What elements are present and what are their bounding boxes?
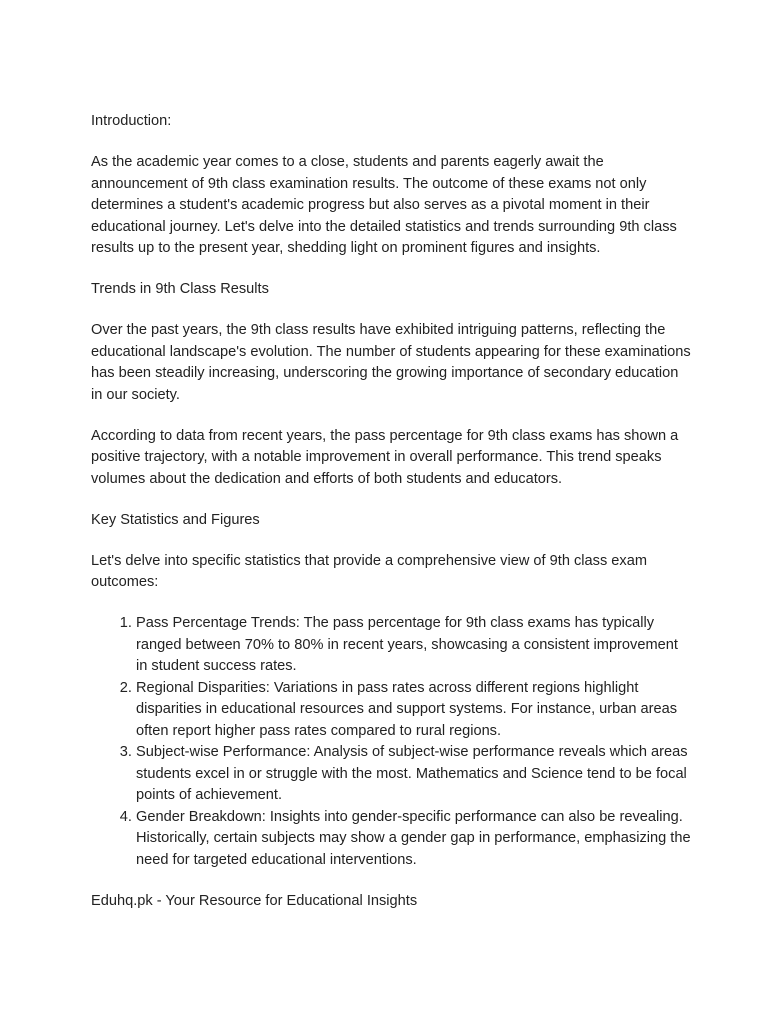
list-item: 2. Regional Disparities: Variations in pass rates across different regions highlight disparities in educational resources and support systems. For instance, urban areas often report higher pass rates compared to rural regions. <box>136 678 691 743</box>
stats-list <box>91 613 691 871</box>
stats-intro: Let's delve into specific statistics that provide a comprehensive view of 9th class exam outcomes: <box>91 552 647 590</box>
list-item: 1. Pass Percentage Trends: The pass percentage for 9th class exams has typically ranged between 70% to 80% in recent years, showcasing a consistent improvement in student success rates. <box>136 613 691 678</box>
trends-heading: Trends in 9th Class Results <box>91 281 269 297</box>
list-item: 3. Subject-wise Performance: Analysis of subject-wise performance reveals which areas students excel in or struggle with the most. Mathematics and Science tend to be focal points of achievement. <box>136 742 691 807</box>
trends-paragraph-1: Over the past years, the 9th class results have exhibited intriguing patterns, reflecting the educational landscape's evolution. The number of students appearing for these examinations has been steadily increasing, underscoring the growing importance of secondary education in our society. <box>91 322 691 403</box>
stats-heading: Key Statistics and Figures <box>91 511 260 528</box>
document-page <box>91 111 691 932</box>
intro-heading: Introduction: <box>91 113 172 129</box>
footer-line: Eduhq.pk - Your Resource for Educational Insights <box>91 892 418 909</box>
list-item: 4. Gender Breakdown: Insights into gender-specific performance can also be revealing. Historically, certain subjects may show a gender gap in performance, emphasizing the need for targeted educational interventions. <box>136 807 691 872</box>
trends-paragraph-2: According to data from recent years, the pass percentage for 9th class exams has shown a positive trajectory, with a notable improvement in overall performance. This trend speaks volumes about the dedication and efforts of both students and educators. <box>91 427 679 487</box>
intro-paragraph: As the academic year comes to a close, students and parents eagerly await the announcement of 9th class examination results. The outcome of these exams not only determines a student's academic progress but also serves as a pivotal moment in their educational journey. Let's delve into the detailed statistics and trends surrounding 9th class results up to the present year, shedding light on prominent figures and insights. <box>91 154 677 256</box>
